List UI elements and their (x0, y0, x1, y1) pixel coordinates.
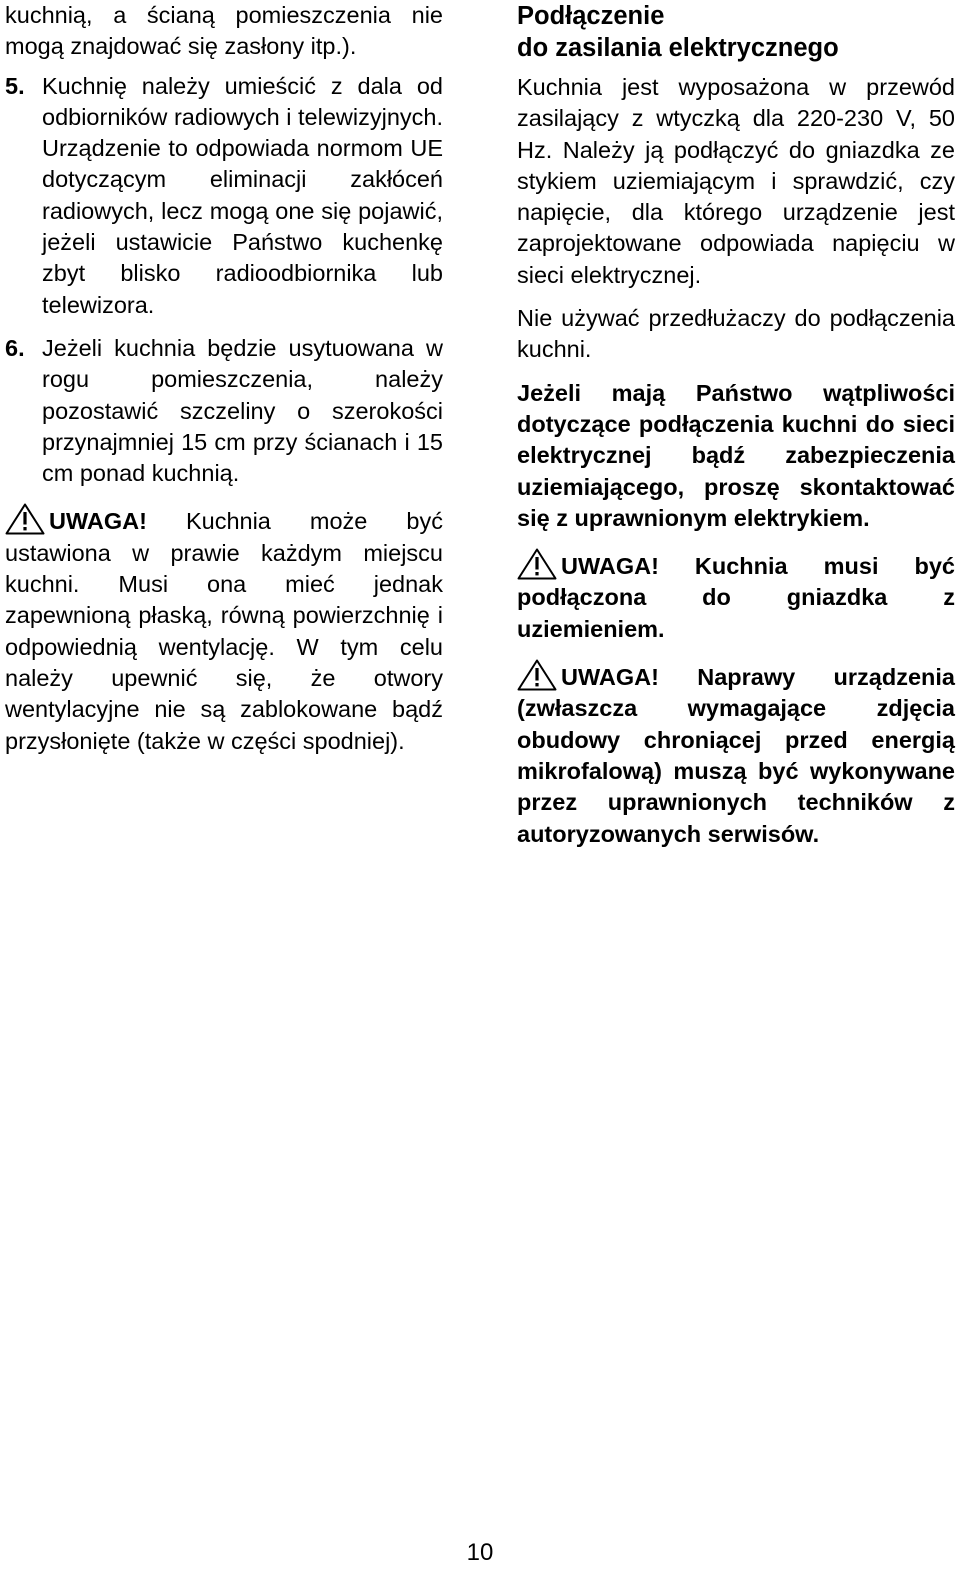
warning-paragraph (5, 503, 443, 756)
warning-label: UWAGA! (49, 508, 147, 535)
list-item-text: Kuchnię należy umieścić z dala od odbiorników radiowych i telewizyjnych. Urządzenie to odpowiada normom UE dotyczącym eliminacji zakłóceń radiowych, lecz mogą one się pojawić, jeżeli ustawicie Państwo kuchenkę zbyt blisko radioodbiornika lub telewizora. (42, 72, 443, 318)
page-number: 10 (466, 1539, 494, 1566)
list-number: 6. (5, 334, 25, 361)
warning-text: UWAGA! Kuchnia musi być podłączona do gniazdka z uziemieniem. (517, 553, 955, 642)
right-column (517, 0, 955, 850)
warning-triangle-icon (5, 503, 45, 535)
warning-triangle-icon (517, 659, 557, 691)
left-column (5, 0, 443, 757)
list-item-6 (5, 333, 443, 489)
repair-warning (517, 659, 955, 850)
extension-cord-paragraph: Nie używać przedłużaczy do podłączenia kuchni. (517, 305, 955, 363)
list-item-text: Jeżeli kuchnia będzie usytuowana w rogu pomieszczenia, należy pozostawić szczeliny o szerokości przynajmniej 15 cm przy ścianach i 15 cm ponad kuchnią. (42, 334, 443, 487)
heading-line-2: do zasilania elektrycznego (517, 34, 839, 62)
intro-paragraph: kuchnią, a ścianą pomieszczenia nie mogą znajdować się zasłony itp.). (5, 2, 443, 60)
list-number: 5. (5, 72, 25, 99)
heading-line-1: Podłączenie (517, 2, 665, 30)
section-heading (517, 0, 955, 64)
warning-text: Kuchnia może być ustawiona w prawie każdym miejscu kuchni. Musi ona mieć jednak zapewnioną płaską, równą powierzchnię i odpowiednią wentylację. W tym celu należy upewnić się, że otwory wentylacyjne nie są zablokowane bądź przysłonięte (także w części spodniej). (5, 508, 443, 754)
grounding-warning (517, 548, 955, 645)
power-cord-paragraph: Kuchnia jest wyposażona w przewód zasilający z wtyczką dla 220-230 V, 50 Hz. Należy ją podłączyć do gniazdka ze stykiem uziemiającym i sprawdzić, czy napięcie, dla którego urządzenie jest zaprojektowane odpowiada napięciu w sieci elektrycznej. (517, 74, 955, 288)
list-item-5 (5, 71, 443, 321)
warning-triangle-icon (517, 548, 557, 580)
doubts-paragraph: Jeżeli mają Państwo wątpliwości dotyczące podłączenia kuchni do sieci elektrycznej bądź zabezpieczenia uziemiającego, proszę skontaktować się z uprawnionym elektrykiem. (517, 379, 955, 531)
warning-text: UWAGA! Naprawy urządzenia (zwłaszcza wymagające zdjęcia obudowy chroniącej przed energią mikrofalową) muszą być wykonywane przez uprawnionych techników z autoryzowanych serwisów. (517, 664, 955, 847)
